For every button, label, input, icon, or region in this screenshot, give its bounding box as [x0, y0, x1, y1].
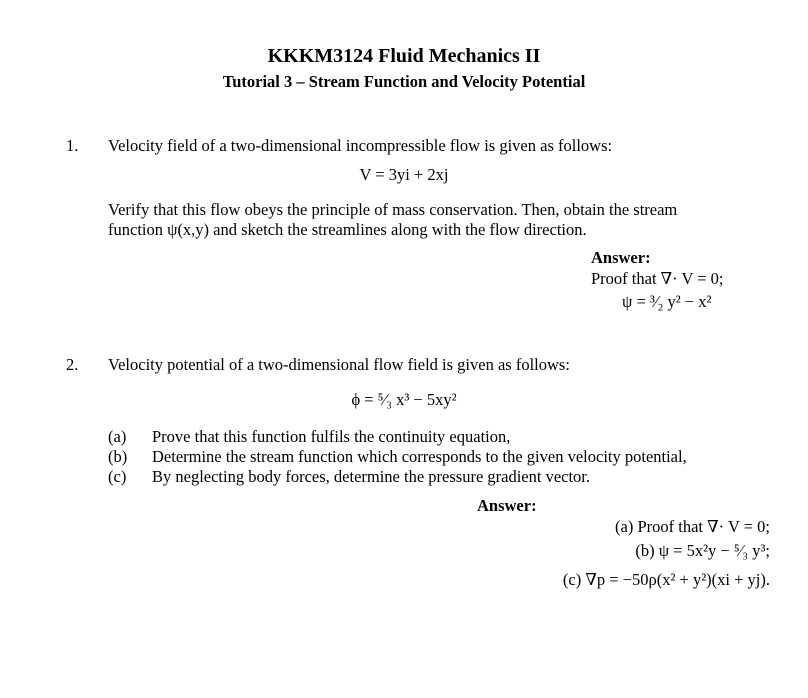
part-label: (c) — [108, 467, 127, 486]
velocity-equation: V = 3yi + 2xj — [359, 165, 449, 184]
part-label: (b) — [108, 447, 128, 466]
document-subtitle: Tutorial 3 – Stream Function and Velocity Potential — [222, 72, 586, 91]
question-number: 1. — [66, 136, 79, 155]
document-title: KKKM3124 Fluid Mechanics II — [267, 45, 541, 67]
question-intro: Velocity potential of a two-dimensional flow field is given as follows: — [108, 355, 570, 374]
potential-equation: ϕ = ⁵⁄₃ x³ − 5xy² — [351, 390, 457, 409]
part-text: Prove that this function fulfils the continuity equation, — [152, 427, 511, 446]
part-text: Determine the stream function which corresponds to the given velocity potential, — [152, 447, 687, 466]
answer-line: (c) ∇p = −50ρ(x² + y²)(xi + yj). — [562, 570, 770, 589]
question-text: Verify that this flow obeys the principle of mass conservation. Then, obtain the stream — [108, 200, 678, 219]
question-text: function ψ(x,y) and sketch the streamlines along with the flow direction. — [108, 220, 587, 239]
question-intro: Velocity field of a two-dimensional incompressible flow is given as follows: — [108, 136, 613, 155]
answer-line: (a) Proof that ∇· V = 0; — [615, 517, 770, 536]
answer-label: Answer: — [477, 496, 537, 515]
question-number: 2. — [66, 355, 79, 374]
answer-line: Proof that ∇· V = 0; — [591, 269, 724, 288]
answer-line: (b) ψ = 5x²y − ⁵⁄₃ y³; — [635, 541, 770, 560]
answer-label: Answer: — [591, 248, 651, 267]
part-text: By neglecting body forces, determine the pressure gradient vector. — [152, 467, 591, 486]
part-label: (a) — [108, 427, 127, 446]
answer-line: ψ = ³⁄₂ y² − x² — [622, 292, 712, 311]
